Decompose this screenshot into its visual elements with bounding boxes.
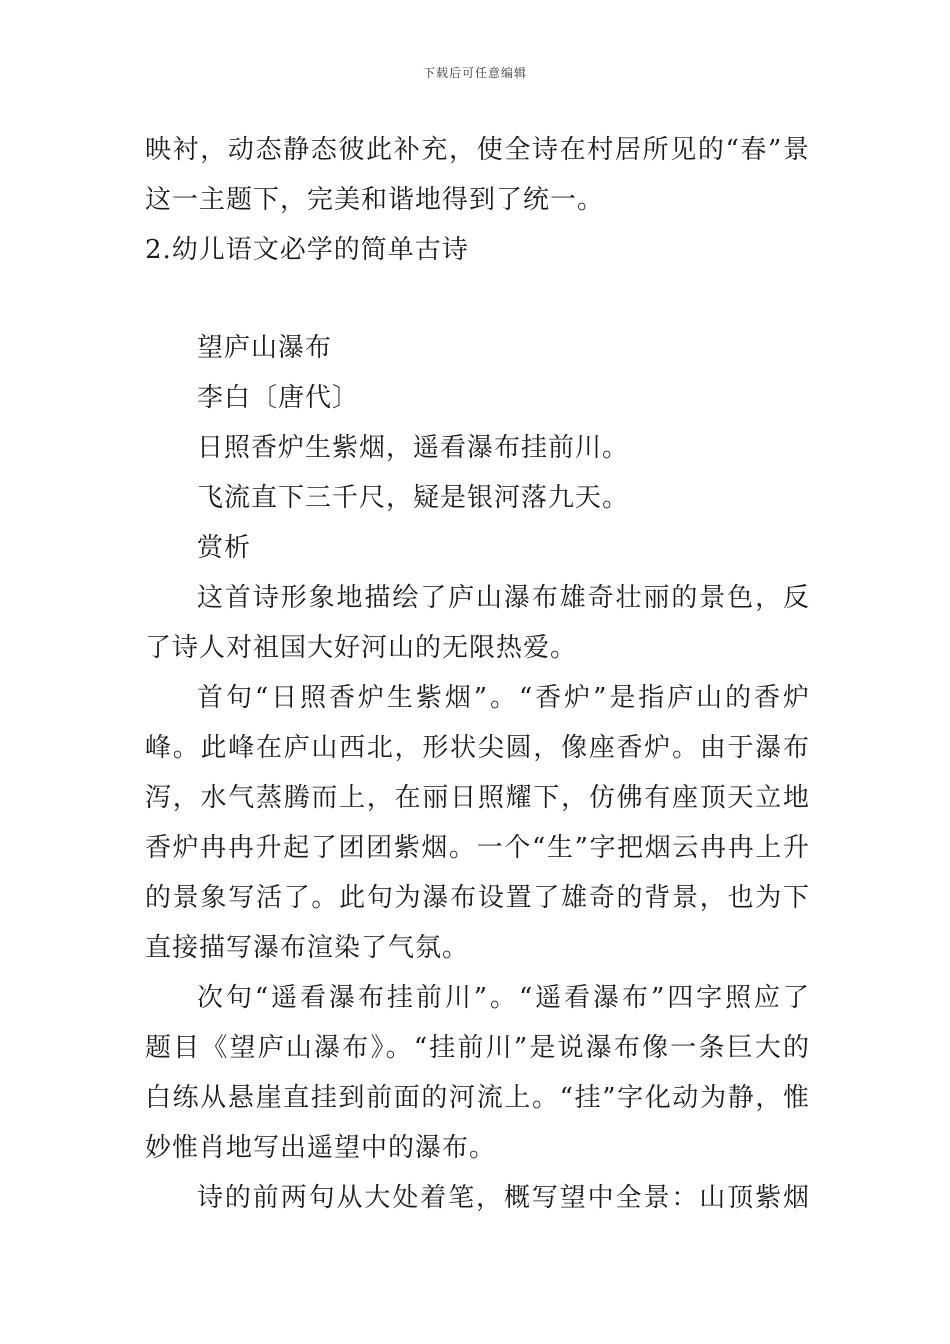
text-line: 了诗人对祖国大好河山的无限热爱。 [145, 633, 578, 663]
text-line: 白练从悬崖直挂到前面的河流上。“挂”字化动为静，惟 [145, 1083, 810, 1113]
appreciation-label: 赏析 [197, 533, 252, 563]
poem-author: 李白〔唐代〕 [197, 383, 360, 413]
text-line: 泻，水气蒸腾而上，在丽日照耀下，仿佛有座顶天立地 [145, 783, 810, 813]
header-note: 下载后可任意编辑 [422, 66, 527, 80]
text-line: 次句“遥看瀑布挂前川”。“遥看瀑布”四字照应了 [197, 983, 810, 1013]
poem-verse: 日照香炉生紫烟，遥看瀑布挂前川。 [197, 433, 630, 463]
text-line: 这一主题下，完美和谐地得到了统一。 [145, 185, 605, 215]
poem-block [145, 323, 810, 1223]
text-line: 首句“日照香炉生紫烟”。“香炉”是指庐山的香炉 [197, 683, 810, 713]
text-line: 直接描写瀑布渲染了气氛。 [145, 933, 470, 963]
text-line: 映衬，动态静态彼此补充，使全诗在村居所见的“春”景 [145, 135, 810, 165]
poem-title: 望庐山瀑布 [197, 333, 333, 363]
text-line: 题目《望庐山瀑布》。“挂前川”是说瀑布像一条巨大的 [145, 1033, 810, 1063]
text-line: 这首诗形象地描绘了庐山瀑布雄奇壮丽的景色，反 [197, 583, 810, 613]
text-line: 诗的前两句从大处着笔，概写望中全景：山顶紫烟 [197, 1183, 810, 1213]
text-line: 妙惟肖地写出遥望中的瀑布。 [145, 1133, 497, 1163]
intro-paragraph [145, 125, 810, 275]
section-heading: 2.幼儿语文必学的简单古诗 [145, 235, 469, 265]
text-line: 的景象写活了。此句为瀑布设置了雄奇的背景，也为下 [145, 883, 810, 913]
text-line: 香炉冉冉升起了团团紫烟。一个“生”字把烟云冉冉上升 [145, 833, 810, 863]
text-line: 峰。此峰在庐山西北，形状尖圆，像座香炉。由于瀑布 [145, 733, 810, 763]
poem-verse: 飞流直下三千尺，疑是银河落九天。 [197, 483, 630, 513]
